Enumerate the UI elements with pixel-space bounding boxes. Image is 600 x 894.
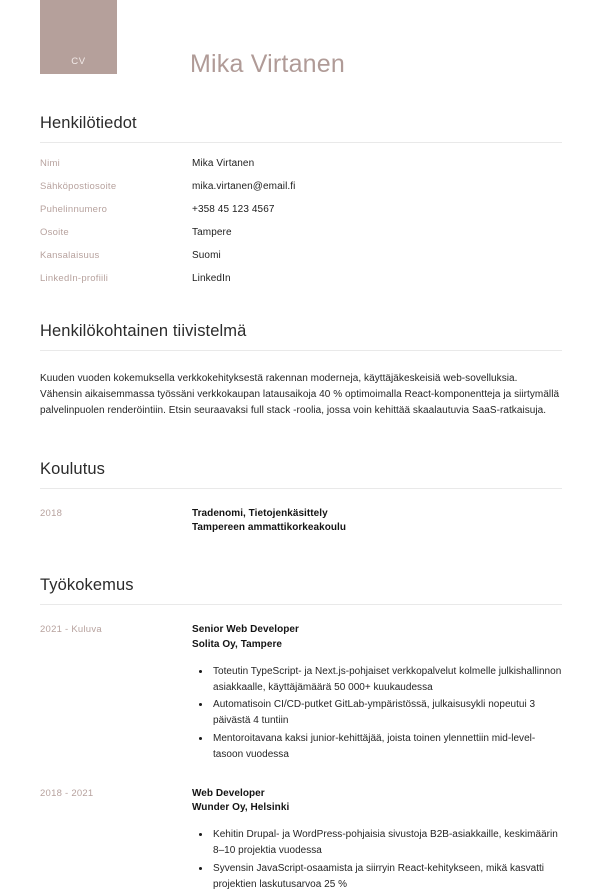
detail-row <box>40 158 562 169</box>
detail-value-linkedin[interactable]: LinkedIn <box>192 273 231 284</box>
list-item: • Mentoroitavana kaksi junior-kehittäjää, joista toinen ylennettiin mid-level-tasoon vuodessa <box>211 731 562 763</box>
detail-label: Nimi <box>40 158 60 169</box>
education-entries <box>40 507 562 537</box>
list-item: • Kehitin Drupal- ja WordPress-pohjaisia sivustoja B2B-asiakkaille, keskimäärin 8–10 projektia vuodessa <box>211 827 562 859</box>
entry-employer: Solita Oy, Tampere <box>192 638 283 650</box>
section-divider <box>40 142 562 143</box>
detail-label: Osoite <box>40 227 69 238</box>
experience-entry <box>40 787 562 894</box>
detail-label: Kansalaisuus <box>40 250 100 261</box>
detail-label: LinkedIn-profiili <box>40 273 109 284</box>
section-personal-summary <box>40 322 562 420</box>
section-divider <box>40 604 562 605</box>
detail-label: Sähköpostiosoite <box>40 181 117 192</box>
entry-date: 2018 - 2021 <box>40 787 94 799</box>
section-title-personal-summary: Henkilökohtainen tiivistelmä <box>40 322 247 340</box>
detail-value: Tampere <box>192 227 232 238</box>
entry-body <box>192 623 562 764</box>
section-title-personal-details: Henkilötiedot <box>40 114 137 132</box>
education-entry <box>40 507 562 537</box>
entry-title: Tradenomi, Tietojenkäsittely <box>192 507 328 519</box>
detail-value: Suomi <box>192 250 221 261</box>
entry-institution: Tampereen ammattikorkeakoulu <box>192 522 347 534</box>
entry-body <box>192 787 562 894</box>
experience-entry <box>40 623 562 764</box>
entry-bullet-list <box>192 827 562 892</box>
section-education <box>40 460 562 537</box>
section-work-experience <box>40 576 562 894</box>
experience-entries <box>40 623 562 894</box>
entry-body <box>192 507 562 537</box>
section-divider <box>40 350 562 351</box>
entry-bullet-list <box>192 664 562 763</box>
entry-job-title: Senior Web Developer <box>192 624 299 636</box>
detail-value: mika.virtanen@email.fi <box>192 181 296 192</box>
cv-badge <box>40 0 117 74</box>
summary-paragraph: Kuuden vuoden kokemuksella verkkokehityksestä rakennan moderneja, käyttäjäkeskeisiä web-sovelluksia. Vähensin aikaisemmassa työssäni verkkokaupan latausaikoja 40 % optimoimalla React-komponentteja ja siirtymällä palvelinpuolen renderöintiin. Etsin seuraavaksi full stack -roolia, jossa voin kehittää skaalautuvia SaaS-ratkaisuja. <box>40 373 560 417</box>
detail-label: Puhelinnumero <box>40 204 108 215</box>
entry-date: 2021 - Kuluva <box>40 624 102 636</box>
list-item: • Toteutin TypeScript- ja Next.js-pohjaiset verkkopalvelut kolmelle julkishallinnon asiakkaalle, käyttäjämäärä 50 000+ kuukaudessa <box>211 664 562 696</box>
section-title-education: Koulutus <box>40 459 106 478</box>
entry-employer: Wunder Oy, Helsinki <box>192 802 290 814</box>
section-title-work-experience: Työkokemus <box>40 576 134 595</box>
section-personal-details <box>40 114 562 284</box>
entry-date: 2018 <box>40 507 63 519</box>
list-item: • Automatisoin CI/CD-putket GitLab-ympäristössä, julkaisusykli nopeutui 3 päivästä 4 tuntiin <box>211 697 562 729</box>
detail-value: +358 45 123 4567 <box>192 204 275 215</box>
cv-header <box>0 0 600 100</box>
detail-row <box>40 227 562 238</box>
cv-badge-label: CV <box>71 56 86 67</box>
detail-row <box>40 204 562 215</box>
list-item: • Syvensin JavaScript-osaamista ja siirryin React-kehitykseen, mikä kasvatti projektien laskutusarvoa 25 % <box>211 861 562 893</box>
page-title: Mika Virtanen <box>190 50 345 78</box>
detail-row <box>40 273 562 284</box>
detail-row <box>40 250 562 261</box>
detail-row <box>40 181 562 192</box>
section-divider <box>40 488 562 489</box>
entry-job-title: Web Developer <box>192 787 265 799</box>
detail-value: Mika Virtanen <box>192 158 255 169</box>
personal-details-list <box>40 158 562 284</box>
